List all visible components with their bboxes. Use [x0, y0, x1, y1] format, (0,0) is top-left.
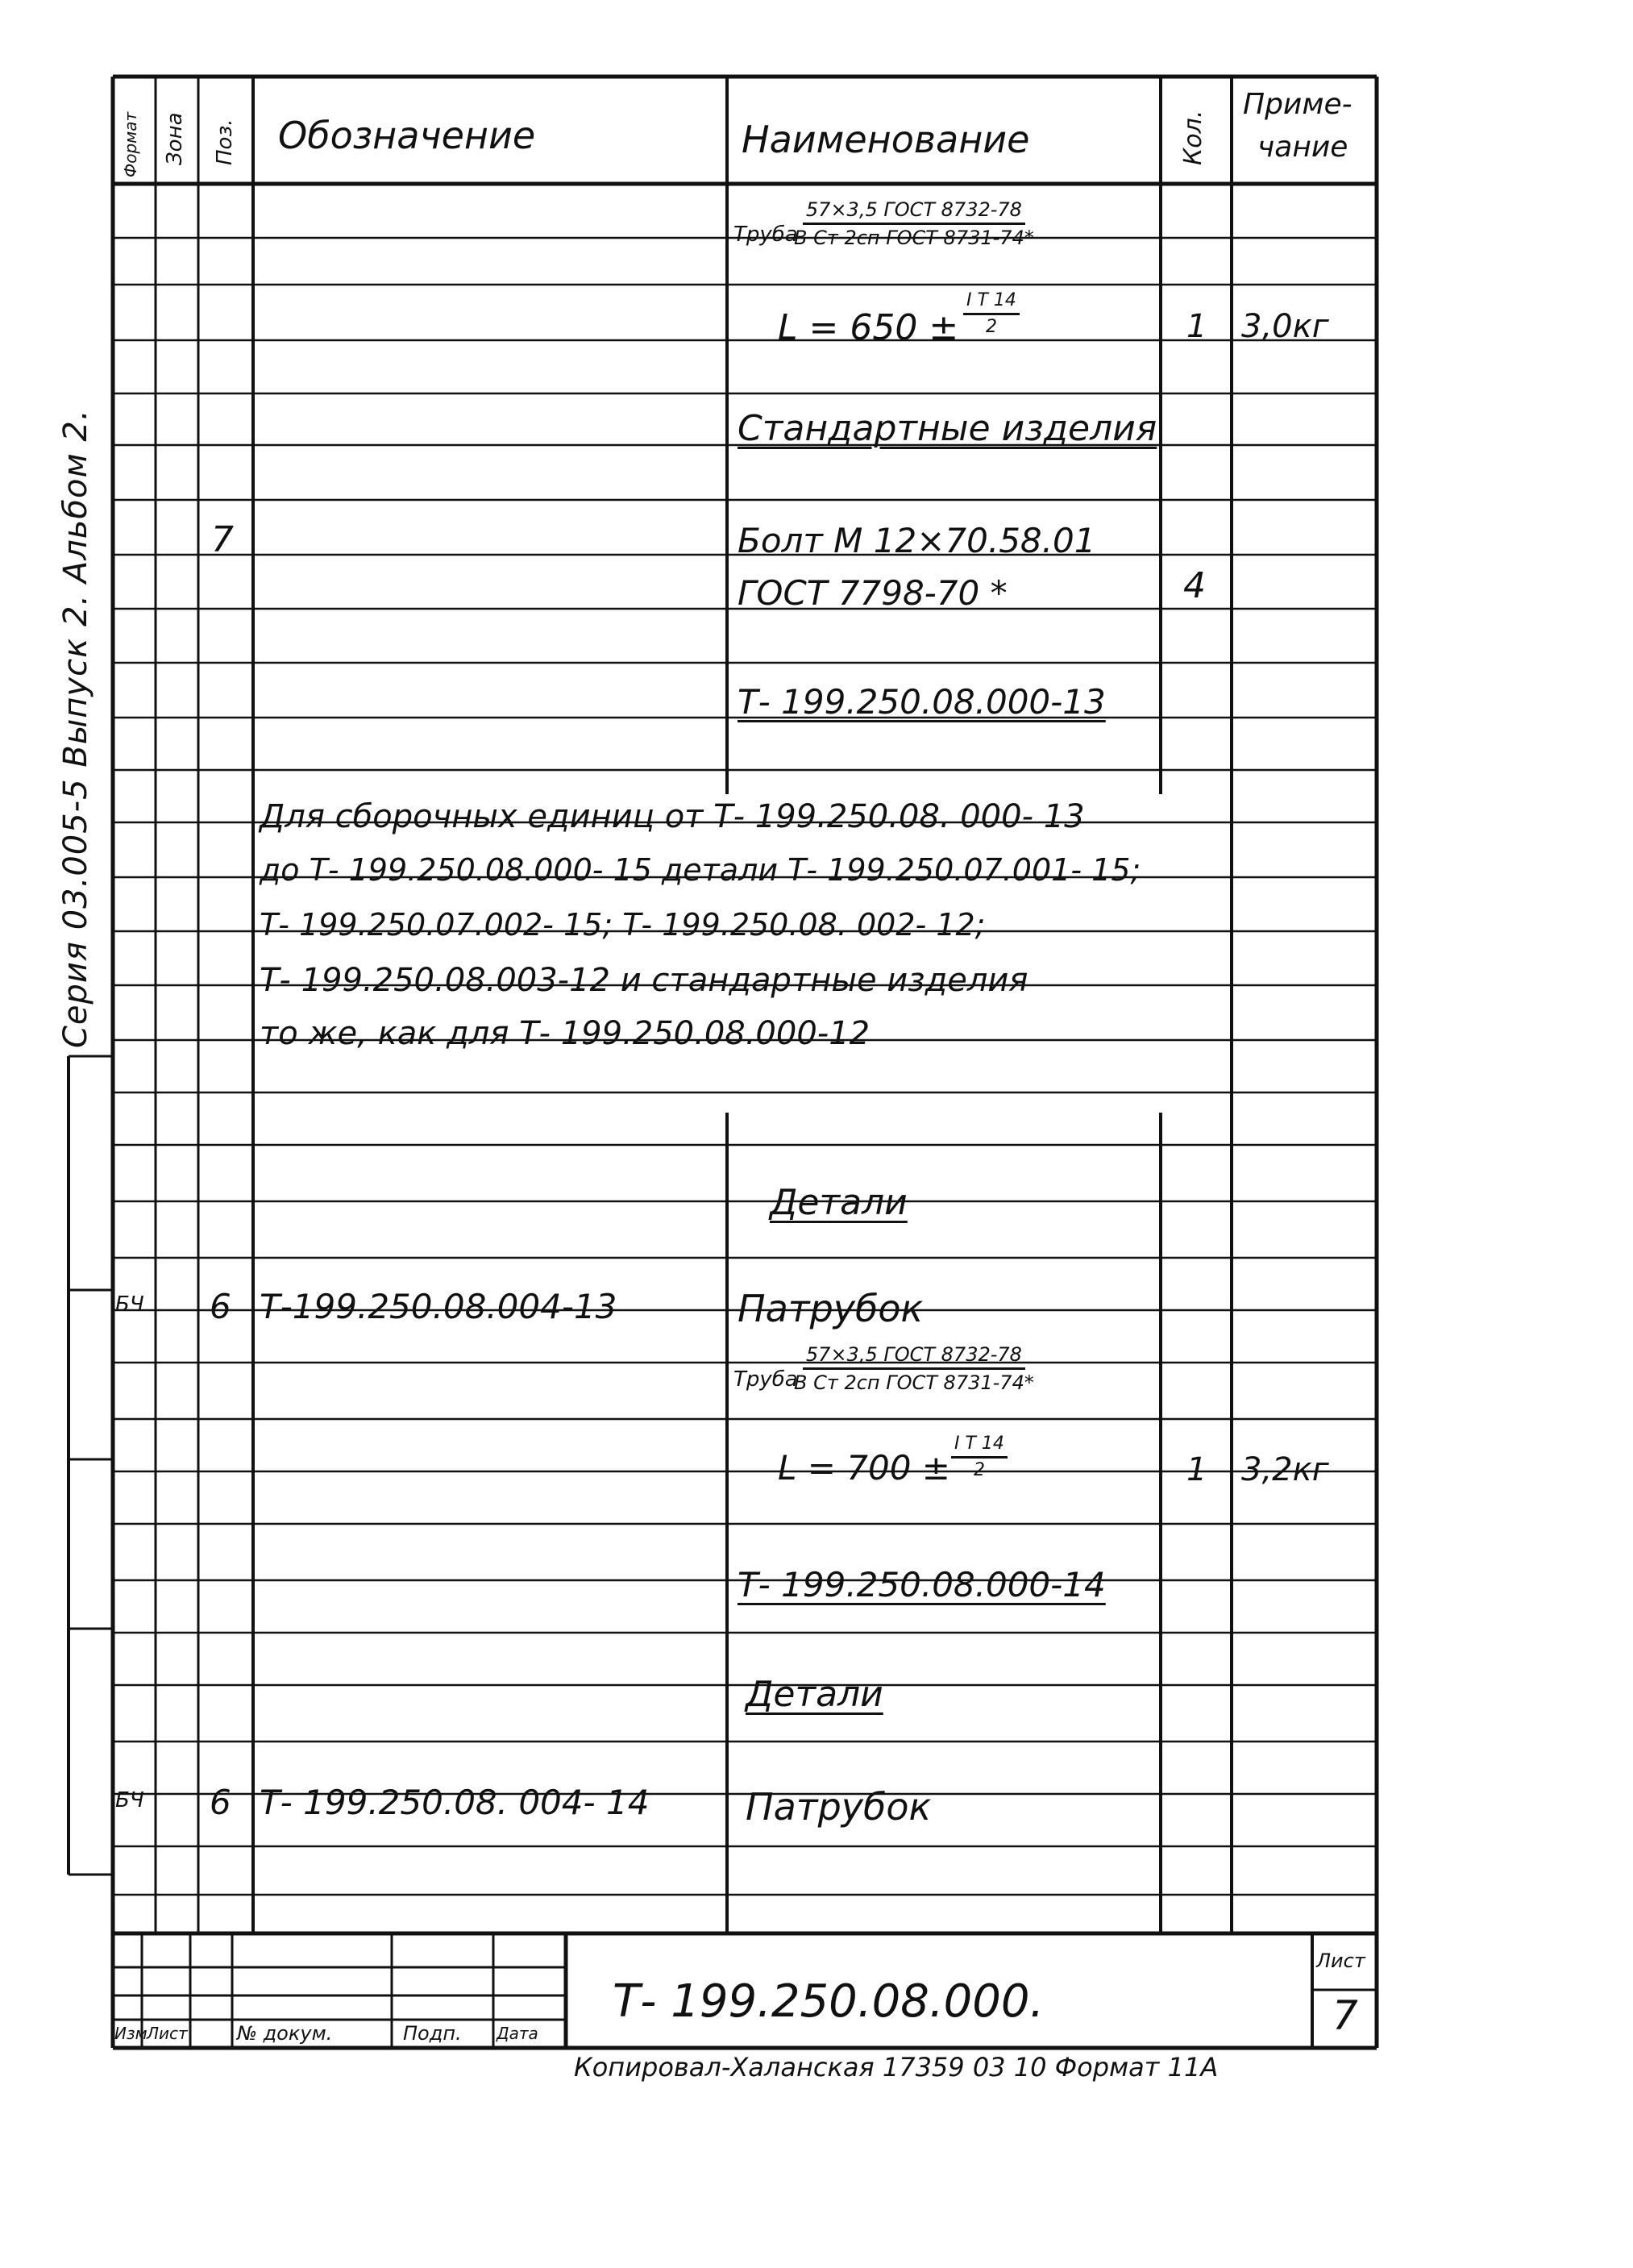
- header-format: Формат: [121, 111, 140, 177]
- part1-format: БЧ: [115, 1292, 144, 1317]
- header-qty: Кол.: [1179, 110, 1207, 165]
- pipe2-length: L = 700 ±: [778, 1448, 950, 1488]
- part1-pos: 6: [210, 1287, 231, 1326]
- doc-number-14: Т- 199.250.08.000-14: [738, 1565, 1106, 1604]
- title-sheet-number: 7: [1332, 1992, 1358, 2039]
- section-details-2: Детали: [746, 1674, 883, 1715]
- pipe1-tol-num: I T 14: [963, 292, 1020, 315]
- pipe2-tol-num: I T 14: [951, 1435, 1008, 1459]
- note-paragraph-line1: Для сборочных единиц от Т- 199.250.08. 000- 13: [260, 798, 1085, 835]
- pipe1-qty: 1: [1186, 308, 1207, 345]
- header-note-line2: чание: [1257, 131, 1348, 164]
- note-paragraph-line2: до Т- 199.250.08.000- 15 детали Т- 199.250.07.001- 15;: [260, 852, 1141, 888]
- doc-number-13: Т- 199.250.08.000-13: [738, 682, 1106, 722]
- pipe1-length: L = 650 ±: [778, 307, 959, 348]
- header-zone: Зона: [163, 112, 187, 165]
- series-side-label: Серия 03.005-5 Выпуск 2. Альбом 2.: [57, 409, 94, 1048]
- title-col-sign: Подп.: [403, 2022, 462, 2045]
- title-col-izm: Изм: [114, 2024, 148, 2043]
- note-paragraph-line4: Т- 199.250.08.003-12 и стандартные изделия: [260, 962, 1028, 999]
- pipe1-tolerance: [963, 292, 1020, 336]
- title-col-doc: № докум.: [237, 2022, 333, 2045]
- header-note-line1: Приме-: [1243, 88, 1353, 121]
- copier-footer: Копировал-Халанская 17359 03 10 Формат 11А: [574, 2052, 1219, 2083]
- part1-name: Патрубок: [738, 1287, 924, 1330]
- pipe1-note: 3,0кг: [1241, 308, 1329, 345]
- pipe1-tol-den: 2: [985, 317, 997, 337]
- section-details-1: Детали: [770, 1182, 908, 1223]
- pipe2-denominator: В Ст 2сп ГОСТ 8731-74*: [794, 1371, 1034, 1394]
- part2-name: Патрубок: [746, 1785, 932, 1829]
- note-paragraph-line3: Т- 199.250.07.002- 15; Т- 199.250.08. 002- 12;: [260, 907, 986, 943]
- pipe1-denominator: В Ст 2сп ГОСТ 8731-74*: [794, 227, 1034, 249]
- part1-designation: Т-199.250.08.004-13: [260, 1287, 617, 1326]
- title-col-list: Лист: [147, 2024, 188, 2043]
- header-name: Наименование: [742, 118, 1030, 161]
- note-paragraph-line5: то же, как для Т- 199.250.08.000-12: [260, 1015, 871, 1052]
- part2-pos: 6: [210, 1783, 231, 1822]
- part2-format: БЧ: [115, 1788, 144, 1812]
- pipe2-prefix: Труба: [733, 1367, 798, 1392]
- section-standard-items: Стандартные изделия: [738, 408, 1157, 449]
- title-doc-number: Т- 199.250.08.000.: [613, 1975, 1045, 2028]
- title-sheet-label: Лист: [1316, 1950, 1365, 1972]
- pipe2-numerator: 57×3,5 ГОСТ 8732-78: [803, 1345, 1025, 1370]
- pipe2-qty: 1: [1186, 1451, 1207, 1488]
- pipe2-note: 3,2кг: [1241, 1451, 1329, 1488]
- pipe2-tol-den: 2: [973, 1460, 985, 1480]
- header-designation: Обозначение: [278, 114, 536, 157]
- bolt-pos: 7: [211, 519, 234, 560]
- bolt-name-line1: Болт М 12×70.58.01: [738, 521, 1096, 560]
- bolt-name-line2: ГОСТ 7798-70 *: [738, 573, 1008, 613]
- pipe1-numerator: 57×3,5 ГОСТ 8732-78: [803, 200, 1025, 225]
- bolt-qty: 4: [1183, 565, 1206, 606]
- pipe2-spec-fraction: [794, 1345, 1034, 1392]
- pipe1-spec-fraction: [794, 200, 1034, 248]
- header-pos: Поз.: [213, 119, 237, 165]
- pipe2-tolerance: [951, 1435, 1008, 1479]
- pipe1-prefix: Труба: [733, 223, 798, 247]
- part2-designation: Т- 199.250.08. 004- 14: [260, 1783, 650, 1822]
- title-col-date: Дата: [497, 2024, 538, 2043]
